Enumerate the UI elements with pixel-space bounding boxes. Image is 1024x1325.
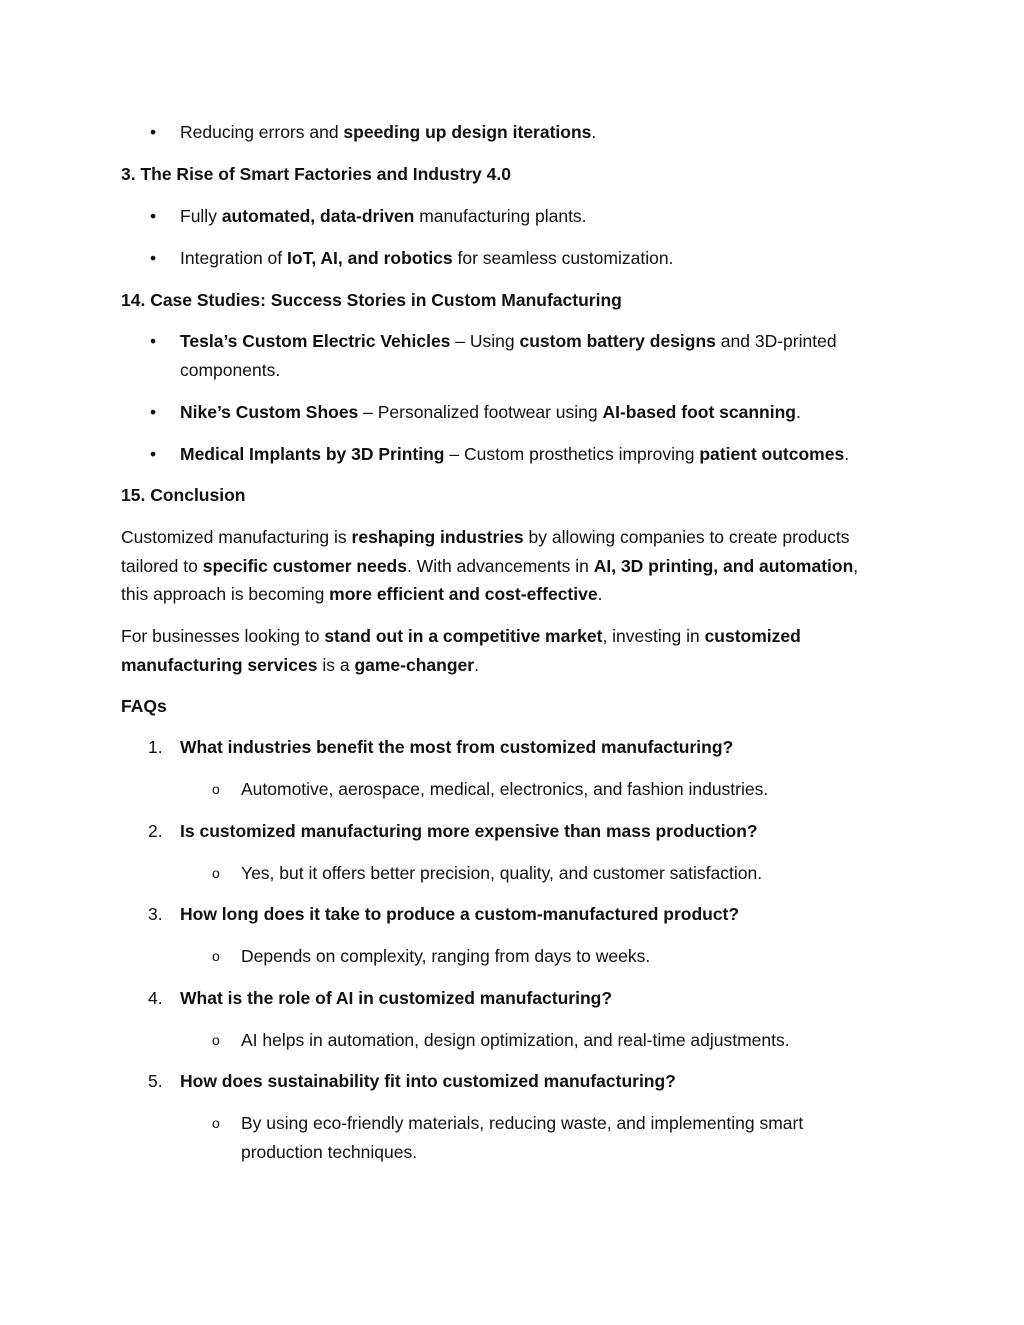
faq-question: 2. Is customized manufacturing more expensive than mass production?: [180, 817, 880, 846]
circle-bullet-icon: o: [212, 781, 220, 797]
faq-answer: o By using eco-friendly materials, reducing waste, and implementing smart production techniques.: [241, 1109, 881, 1166]
list-item: • Nike’s Custom Shoes – Personalized footwear using AI-based foot scanning.: [180, 398, 880, 427]
list-item: • Reducing errors and speeding up design iterations.: [180, 118, 880, 147]
circle-bullet-icon: o: [212, 865, 220, 881]
section-heading: FAQs: [121, 696, 167, 716]
list-item: • Integration of IoT, AI, and robotics for seamless customization.: [180, 244, 880, 273]
list-number: 1.: [148, 737, 163, 757]
bullet-icon: •: [150, 248, 157, 268]
bullet-icon: •: [150, 206, 157, 226]
circle-bullet-icon: o: [212, 1115, 220, 1131]
faq-answer: o Depends on complexity, ranging from days to weeks.: [241, 942, 881, 971]
faq-answer: o Automotive, aerospace, medical, electronics, and fashion industries.: [241, 775, 881, 804]
faq-answer: o AI helps in automation, design optimization, and real-time adjustments.: [241, 1026, 881, 1055]
section-heading: 3. The Rise of Smart Factories and Industry 4.0: [121, 164, 511, 184]
faq-question: 1. What industries benefit the most from customized manufacturing?: [180, 733, 880, 762]
faq-answer: o Yes, but it offers better precision, quality, and customer satisfaction.: [241, 859, 881, 888]
faq-question: 3. How long does it take to produce a custom-manufactured product?: [180, 900, 880, 929]
paragraph: For businesses looking to stand out in a competitive market, investing in customized manufacturing services is a game-changer.: [121, 626, 801, 675]
list-number: 2.: [148, 821, 163, 841]
list-number: 4.: [148, 988, 163, 1008]
bullet-icon: •: [150, 122, 157, 142]
list-item: • Medical Implants by 3D Printing – Custom prosthetics improving patient outcomes.: [180, 440, 880, 469]
list-item: • Tesla’s Custom Electric Vehicles – Using custom battery designs and 3D-printed components.: [180, 327, 880, 384]
bullet-icon: •: [150, 444, 157, 464]
list-number: 5.: [148, 1071, 163, 1091]
section-heading: 15. Conclusion: [121, 485, 246, 505]
paragraph: Customized manufacturing is reshaping industries by allowing companies to create products tailored to specific customer needs. With advancements in AI, 3D printing, and automation, this approach is becoming more efficient and cost-effective.: [121, 527, 859, 604]
circle-bullet-icon: o: [212, 1032, 220, 1048]
circle-bullet-icon: o: [212, 948, 220, 964]
list-number: 3.: [148, 904, 163, 924]
bullet-icon: •: [150, 331, 157, 351]
faq-question: 4. What is the role of AI in customized manufacturing?: [180, 984, 880, 1013]
bullet-icon: •: [150, 402, 157, 422]
list-item: • Fully automated, data-driven manufacturing plants.: [180, 202, 880, 231]
section-heading: 14. Case Studies: Success Stories in Custom Manufacturing: [121, 290, 622, 310]
faq-question: 5. How does sustainability fit into customized manufacturing?: [180, 1067, 880, 1096]
